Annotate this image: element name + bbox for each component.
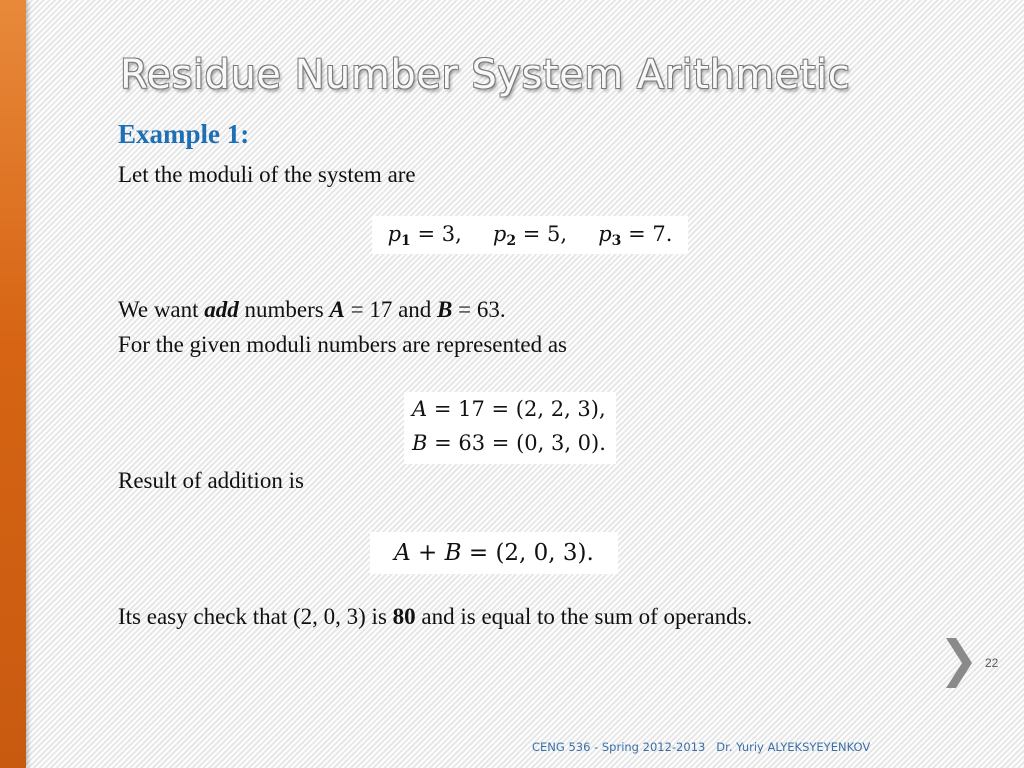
slide-title: Residue Number System Arithmetic — [120, 52, 851, 98]
var-a: A — [329, 297, 345, 322]
page-number: 22 — [985, 656, 999, 670]
modulus-p2: $p_2 = 5$, — [492, 221, 568, 249]
footer-text: CENG 536 - Spring 2012-2013 Dr. Yuriy ALYEKSYEYENKOV — [532, 740, 871, 754]
moduli-equation — [372, 216, 688, 254]
check-statement: Its easy check that (2, 0, 3) is 80 and is equal to the sum of operands. — [118, 604, 753, 629]
chevron-right-icon[interactable] — [944, 636, 974, 690]
representation-intro-text: For the given moduli numbers are represented as — [118, 332, 568, 357]
result-value: 80 — [392, 604, 416, 629]
add-statement: We want add numbers A = 17 and B = 63. — [118, 297, 506, 322]
modulus-p3: $p_3 = 7$. — [598, 221, 673, 249]
representation-a: A = 17 = (2, 2, 3), — [412, 397, 606, 421]
add-verb: add — [204, 297, 239, 322]
representation-b: B = 63 = (0, 3, 0). — [412, 431, 606, 455]
orange-side-bar — [0, 0, 26, 768]
var-b: B — [437, 297, 453, 322]
moduli-intro-text: Let the moduli of the system are — [118, 162, 416, 187]
result-intro-text: Result of addition is — [118, 468, 304, 493]
residue-representation-equations — [404, 392, 616, 464]
sum-equation: A + B = (2, 0, 3). — [370, 532, 618, 574]
example-heading: Example 1: — [118, 119, 250, 149]
modulus-p1: $p_1 = 3$, — [387, 221, 462, 249]
